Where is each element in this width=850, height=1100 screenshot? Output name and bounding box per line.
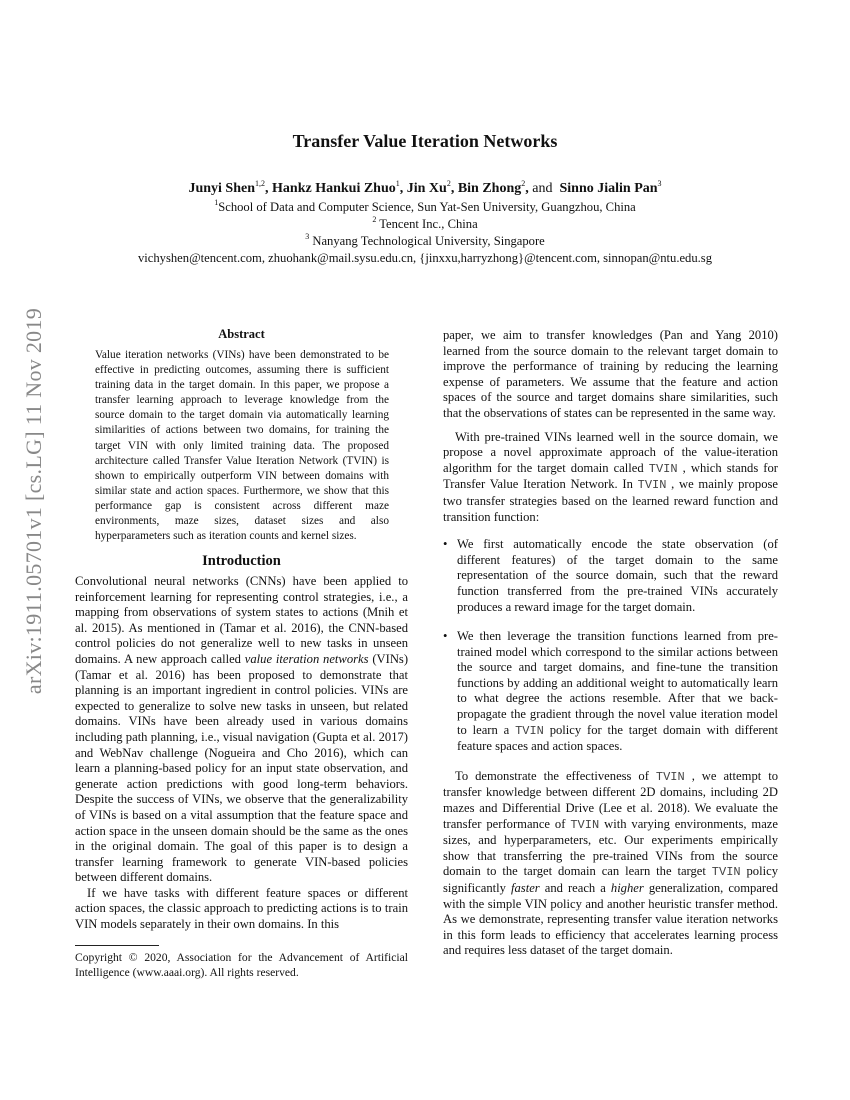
text-run: If we have tasks with different feature spaces or different action spaces, the classic approach to predicting actions is to train VIN models separately in their own domains. In this [75,885,408,932]
affil-text: Nanyang Technological University, Singapore [309,234,545,248]
abstract-heading: Abstract [218,327,265,341]
method-name: TVIN [570,817,600,832]
text-run: policy for the target domain with different feature spaces and action spaces. [457,722,778,754]
affiliation-2 [0,216,850,233]
emphasis-text: faster [511,881,540,895]
author-affil-mark: 2 [521,179,526,188]
author: Hankz Hankui Zhuo [272,181,396,196]
text-run: Convolutional neural networks (CNNs) have been applied to reinforcement learning for representing control strategies, i.e., a mapping from observations of system states to actions (Mnih et al. 2015). As mentioned in (Tamar et al. 2016), the CNN-based control policies do not generalize well to new tasks in unseen domains. A new approach called [75,574,408,666]
author-affil-mark: 3 [657,179,662,188]
emphasis-text: higher [610,881,644,895]
author-affil-mark: 2 [446,179,451,188]
author: Bin Zhong [457,181,522,196]
arxiv-stamp: arXiv:1911.05701v1 [cs.LG] 11 Nov 2019 [21,307,46,695]
bullet-text [457,537,778,613]
introduction-heading: Introduction [202,553,281,569]
footnote-rule [75,945,159,946]
text-run: To demonstrate the effectiveness of [455,768,656,783]
author: Jin Xu [406,181,447,196]
author: Junyi Shen [188,181,256,196]
text-run: With pre-trained VINs learned well in the source domain, we propose a novel approximate approach of the value-iteration algorithm for the target domain called [443,429,778,475]
affil-text: School of Data and Computer Science, Sun Yat-Sen University, Guangzhou, China [218,200,636,214]
paragraph [443,769,778,959]
text-run: with varying environments, maze sizes, and hyperparameters, etc. Our experiments empirically show that transferring the pre-trained VINs from the source domain to the target domain can learn the target [443,816,778,879]
text-run: generalization, compared with the simple VIN policy and another heuristic transfer method. As we demonstrate, representing transfer value iteration networks in this form leads to efficiency that accelerates learning process and requires less dataset of the target domain. [443,881,778,958]
paragraph [443,430,778,526]
method-name: TVIN [655,769,685,784]
bullet-item [443,537,778,615]
text-run: (VINs) (Tamar et al. 2016) has been proposed to demonstrate that planning is an important ingredient in control policies. VINs are expected to generalize to solve new tasks in unseen, but related domains. VINs have been already used in various domains including path planning, i.e., visual navigation (Gupta et al. 2017) and WebNav challenge (Nogueira and Cho 2016), which can learn a planning-based policy for an input state observation, and generate action predictions with good long-term behaviors. Despite the success of VINs, we observe that the generalizability of VINs is based on a vital assumption that the feature space and action space in the unseen domain should be the same as the ones in the original domain. The goal of this paper is to design a transfer learning framework to generate VIN-based policies between different domains. [75,651,409,885]
affiliation-3 [0,233,850,250]
bullet-item [443,629,778,755]
author-sep: , [265,181,273,196]
left-column [75,574,408,933]
author-affil-mark: 1,2 [255,179,266,188]
text-run: , we mainly propose two transfer strategies based on the learned reward function and transition function: [443,477,778,524]
author-emails: vichyshen@tencent.com, zhuohank@mail.sysu.edu.cn, {jinxxu,harryzhong}@tencent.com, sinnopan@ntu.edu.sg [138,251,712,265]
method-name: TVIN [711,865,741,880]
affil-mark: 3 [305,232,310,241]
right-column [443,328,778,959]
paragraph [75,886,408,933]
paragraph [75,574,408,886]
author-sep: , [525,181,533,196]
text-run: paper, we aim to transfer knowledges (Pan and Yang 2010) learned from the source domain to the relevant target domain to improve the performance of training by reducing the learning expense of parameters. We assume that the feature and action spaces of the source and target domains share similarities, such that the observations of states can be represented in the same way. [443,328,778,420]
author-list [0,181,850,197]
method-name: TVIN [515,723,544,738]
text-run: We then leverage the transition functions learned from pre-trained model which correspond to the similar actions between the source and target domains, and fine-tune the transition functions by adding an additional weight to automatically learn to what degree the actions resemble. After that we back-propagate the gradient through the novel value iteration model to learn a [457,629,778,737]
affil-text: Tencent Inc., China [376,217,478,231]
bullet-icon: • [443,629,448,644]
text-run: policy significantly [443,864,778,895]
affiliation-1 [0,199,850,216]
method-name: TVIN [648,461,678,476]
method-name: TVIN [637,478,667,493]
paper-title: Transfer Value Iteration Networks [292,131,558,151]
author-affil-mark: 1 [395,179,400,188]
affil-mark: 2 [372,215,377,224]
text-run: , we attempt to transfer knowledge between different 2D domains, including 2D mazes and Differential Drive (Lee et al. 2018). We evaluate the transfer performance of [443,768,779,831]
bullet-icon: • [443,537,448,552]
bullet-list [443,537,778,755]
paragraph [443,328,778,422]
and-word: and [532,181,553,196]
bullet-text [457,629,778,753]
author-sep: , [450,181,458,196]
abstract-text: Value iteration networks (VINs) have been demonstrated to be effective in predicting outcomes, assuming there is sufficient training data in the target domain. In this paper, we propose a transfer learning approach to leverage knowledge from the source domain to the target domain via automatically learning similarities of actions between two domains, for training the target VIN with only limited training data. The proposed architecture called Transfer Value Iteration Network (TVIN) is shown to empirically outperform VIN between domains with similar state and action spaces. Furthermore, we show that this performance gap is consistent across different maze environments, maze sizes, dataset sizes and also hyperparameters such as iteration counts and kernel sizes. [95,349,389,543]
text-run: , which stands for Transfer Value Iteration Network. In [443,460,778,492]
emphasis-text: value iteration networks [244,651,369,666]
affil-mark: 1 [214,198,219,207]
text-run: and reach a [539,881,611,895]
copyright-footnote: Copyright © 2020, Association for the Advancement of Artificial Intelligence (www.aaai.org). All rights reserved. [75,951,408,979]
author-sep: , [399,181,407,196]
text-run: We first automatically encode the state observation (of different features) of the target domain to the same representation of the source domain, such that the reward function transferred from the pre-trained VINs accurately produces a reward image for the target domain. [457,537,778,614]
author: Sinno Jialin Pan [559,181,658,196]
